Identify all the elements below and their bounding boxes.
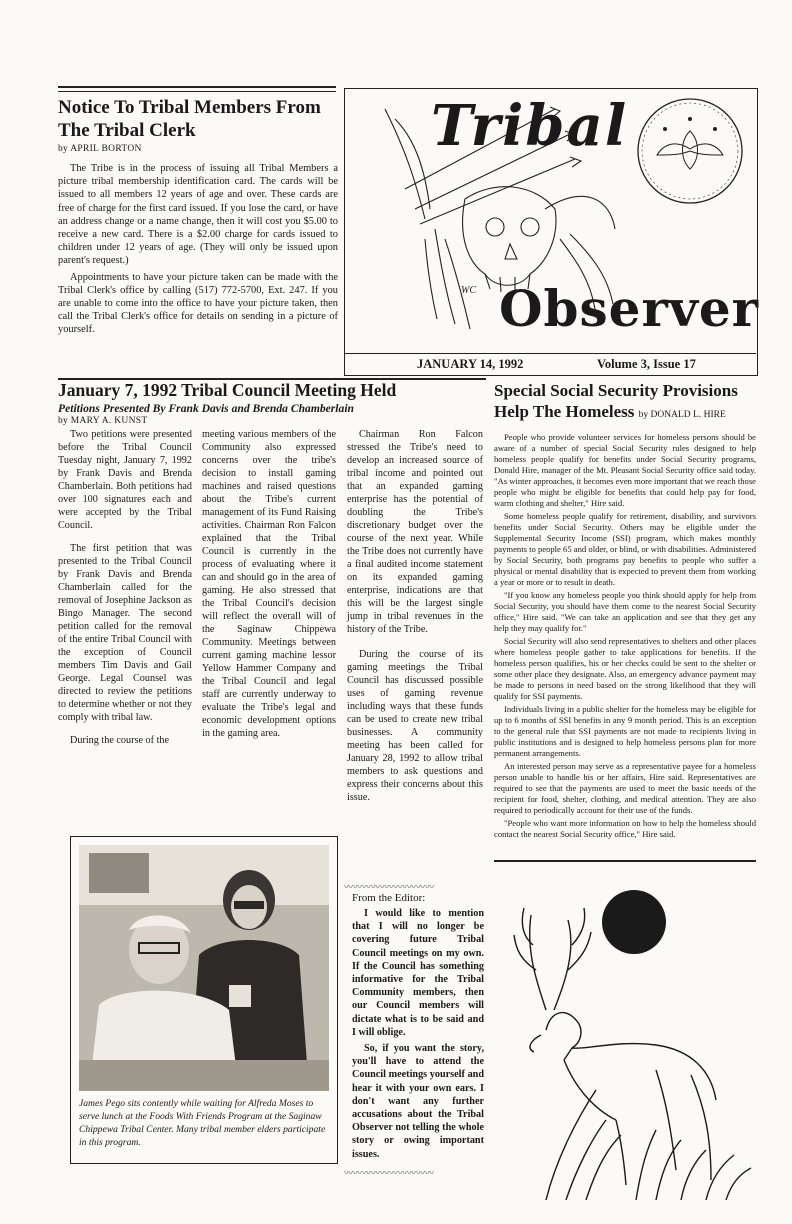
security-paragraph: People who provide volunteer services for homeless persons should be aware of a number of special Social Security rules designed to help homeless people qualify for benefits under Social Security programs, Donald Hire, manager of the Mt. Pleasant Social Security office said today. "As winter approaches, it becomes even more important that we reach those people who might be eligible for benefits that could help pay for food, warm clothing and shelter," Hire said. [494, 432, 756, 508]
council-header [58, 380, 488, 426]
security-paragraph: Social Security will also send representatives to shelters and other places where homeless people gather to take applications for benefits. If the homeless person qualifies, his or her checks could be sent to the shelter or some other place they designate. Also, an emergency advance payment may be made to persons in need based on the strong likelihood that they will qualify for SSI payments. [494, 636, 756, 701]
top-rule-thin [58, 91, 336, 92]
editor-note [352, 892, 484, 1164]
notice-headline: Notice To Tribal Members From The Tribal Clerk [58, 97, 321, 141]
masthead [344, 88, 758, 376]
editor-heading: From the Editor: [352, 892, 426, 904]
editor-bottom-border: 〰〰〰〰〰〰〰〰〰〰 [344, 1168, 435, 1178]
security-paragraph: "If you know any homeless people you think should apply for help from Social Security, you should have them come to the nearest Social Security office," Hire said. "We can take an application and see that they get any help they may qualify for." [494, 590, 756, 633]
notice-byline: by APRIL BORTON [58, 144, 142, 154]
security-body [494, 432, 756, 840]
issue-date: JANUARY 14, 1992 [417, 357, 524, 371]
security-paragraph: Individuals living in a public shelter for the homeless may be eligible for up to 6 months of SSI benefits in any 9 month period. This is an exception to the general rule that SSI payments are not made to recipients living in public institutions and is designed to help homeless persons plan for more permanent arrangements. [494, 704, 756, 758]
masthead-title-bottom: Observer [499, 279, 760, 338]
artist-signature: WC [461, 285, 476, 296]
council-paragraph: Chairman Ron Falcon stressed the Tribe's need to develop an increased source of tribal income and pointed out that an expanded gaming enterprise has the potential of doubling the Tribe's discretionary budget over the course of the next year. While the Tribe does not currently have a final audited income statement on its expanded gaming enterprise, indications are that this will be the largest single jump in tribal revenues in the history of the Tribe. [347, 429, 483, 635]
elders-photo [79, 845, 329, 1091]
notice-article [58, 96, 338, 340]
notice-paragraph: Appointments to have your picture taken can be made with the Tribal Clerk's office by calling (517) 772-5700, Ext. 247. If you are unable to come into the office to have your picture taken, then call the Tribal Clerk's office for details on sending in a picture of yourself. [58, 271, 338, 336]
masthead-title-top: Tribal [431, 93, 629, 159]
council-column-3 [347, 428, 483, 807]
security-article [494, 380, 756, 842]
masthead-dateline [345, 353, 756, 376]
security-byline: by DONALD L. HIRE [638, 410, 726, 420]
top-rule [58, 86, 336, 88]
photo-box [70, 836, 338, 1164]
issue-volume: Volume 3, Issue 17 [597, 357, 696, 371]
security-bottom-rule [494, 860, 756, 862]
photo-illustration [79, 845, 329, 1091]
council-paragraph: meeting various members of the Community also expressed concerns over the tribe's decision to install gaming machines and raised questions about the Tribe's current management of its Fund Raising activities. Chairman Ron Falcon explained that the Tribal Council is currently in the process of evaluating where it can and should go in the area of gaming. He also stressed that the Tribal Council's decision will reflect the overall will of the Saginaw Chippewa Community. Meetings between current gaming machine lessor Yellow Hammer Company and the Tribal Council and legal staff are currently underway to evaluate the Tribe's legal and economic development options in the gaming area. [202, 429, 336, 739]
council-column-1 [58, 428, 192, 750]
council-paragraph: Two petitions were presented before the Tribal Council Tuesday night, January 7, 1992 by Frank Davis and Brenda Chamberlain. Both petitions had over 100 signatures each and were accepted by the Tribal Council. [58, 429, 192, 531]
editor-top-border: 〰〰〰〰〰〰〰〰〰〰 [344, 882, 435, 892]
photo-caption: James Pego sits contently while waiting for Alfreda Moses to serve lunch at the Foods With Friends Program at the Saginaw Chippewa Tribal Center. Many tribal member elders participate in this program. [79, 1098, 326, 1148]
medallion-icon [638, 99, 742, 203]
security-headline-text: Special Social Security Provisions Help The Homeless [494, 381, 738, 421]
editor-paragraph: I would like to mention that I will no longer be covering future Tribal Council meetings on my own. If the Council has something informative for the Tribal Community members, then our Council members will dictate what is to be said and I will oblige. [352, 908, 484, 1038]
security-paragraph: An interested person may serve as a representative payee for a homeless person unable to handle his or her affairs, Hire said. Representatives are required to see that the payments are used to meet the basic needs of the recipient for food, shelter, clothing, and medical attention. They are also required to periodically account for their use of the funds. [494, 761, 756, 815]
editor-body [352, 907, 484, 1161]
deer-illustration-icon [506, 870, 756, 1200]
security-headline [494, 380, 756, 426]
council-paragraph: The first petition that was presented to the Tribal Council by Frank Davis and Brenda Chamberlain called for the removal of Josephine Jackson as Bingo Manager. The second petition called for the removal of the entire Tribal Council with the exception of Council members Tim Davis and Gail George. Legal Counsel was directed to review the petitions to determine whether or not they comply with tribal law. [58, 543, 192, 723]
security-paragraph: "People who want more information on how to help the homeless should contact the nearest Social Security office," Hire said. [494, 818, 756, 839]
council-paragraph: During the course of the [70, 735, 170, 746]
editor-paragraph: So, if you want the story, you'll have to attend the Council meetings yourself and hear it with your own ears. I don't want any further accusations about the Tribal Observer not telling the whole story or owing important issues. [352, 1043, 484, 1160]
council-byline: by MARY A. KUNST [58, 416, 148, 426]
council-subheadline: Petitions Presented By Frank Davis and Brenda Chamberlain [58, 402, 354, 415]
notice-paragraph: The Tribe is in the process of issuing all Tribal Members a picture tribal membership identification card. The cards will be issued to all members 12 years of age and over. These cards are free of charge for the first card issued. If you lose the card, or have an address change or a name change, then it will cost you $5.00 to receive a new card. There is a $2.00 charge for cards issued to children under 12 years of age. (They will only be issued upon parent's request.) [58, 163, 338, 267]
notice-body [58, 162, 338, 337]
council-headline: January 7, 1992 Tribal Council Meeting Held [58, 380, 397, 400]
council-paragraph: During the course of its gaming meetings the Tribal Council has discussed possible uses of gaming revenue including ways that these funds can be used to create new tribal businesses. A community meeting has been called for January 28, 1992 to allow tribal members to ask questions and express their concerns about this issue. [347, 649, 483, 803]
security-paragraph: Some homeless people qualify for retirement, disability, and survivors benefits under Social Security. Others may be eligible under the Supplemental Security Income (SSI) program, which makes monthly payments to people 65 and older, or blind, or with disabilities. Administered by Social Security, both programs pay benefits to people who suffer a physical or mental disability that is expected to prevent them from working a year or more or to result in death. [494, 511, 756, 587]
council-column-2 [202, 428, 336, 743]
